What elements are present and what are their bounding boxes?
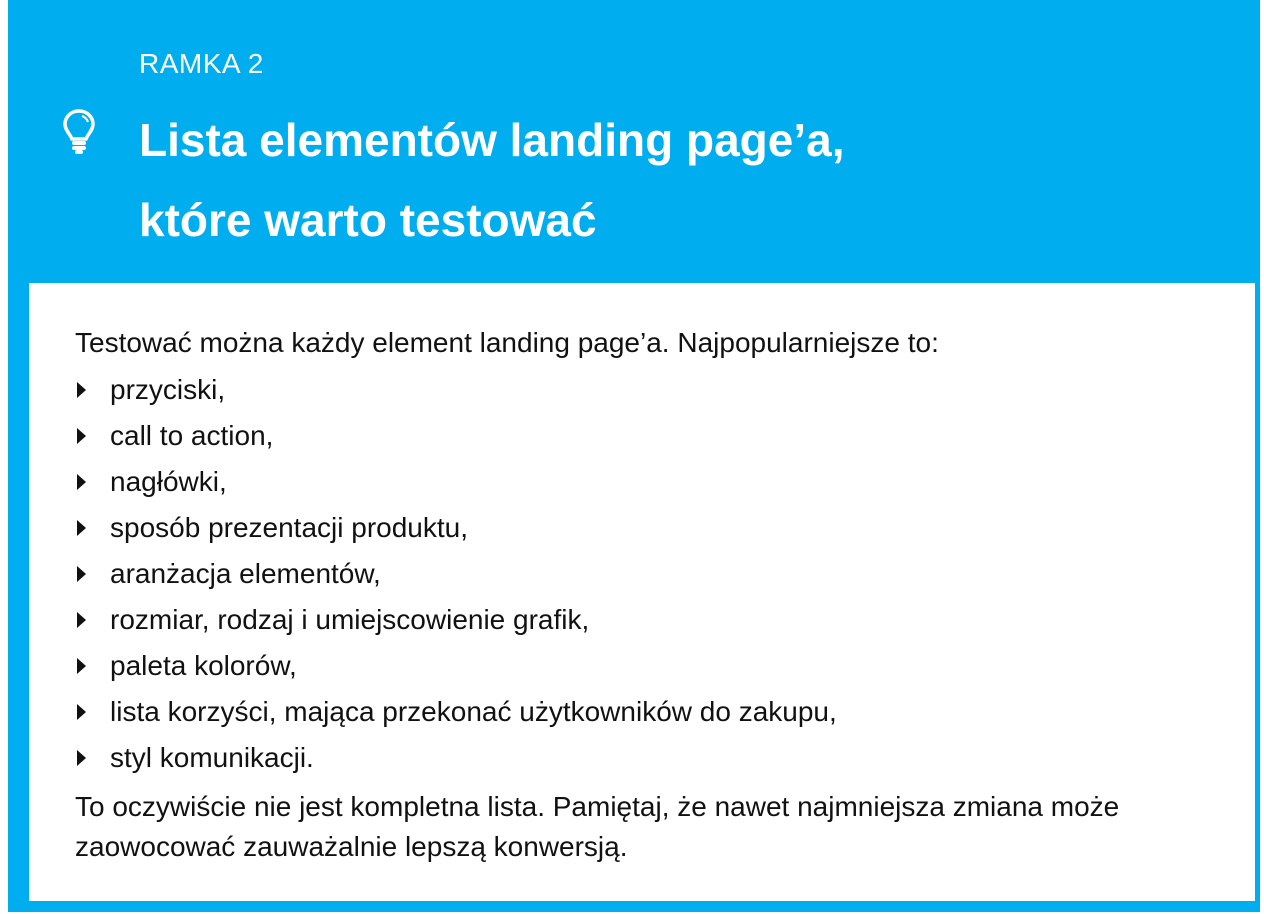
list-item <box>75 597 1225 643</box>
list-item-text: przyciski, <box>110 374 226 405</box>
list-item-text: lista korzyści, mająca przekonać użytkowników do zakupu, <box>110 696 837 727</box>
title-line-1: Lista elementów landing page’a, <box>139 114 845 166</box>
triangle-bullet-icon <box>77 566 86 582</box>
bullet-list <box>75 367 1225 781</box>
list-item-text: rozmiar, rodzaj i umiejscowienie grafik, <box>110 604 590 635</box>
closing-line-1: To oczywiście nie jest kompletna lista. Pamiętaj, że nawet najmniejsza zmiana może <box>75 791 1120 822</box>
closing-text <box>75 787 1225 867</box>
triangle-bullet-icon <box>77 750 86 766</box>
list-item-text: paleta kolorów, <box>110 650 297 681</box>
triangle-bullet-icon <box>77 474 86 490</box>
triangle-bullet-icon <box>77 520 86 536</box>
intro-text: Testować można każdy element landing page’a. Najpopularniejsze to: <box>75 327 939 358</box>
list-item <box>75 413 1225 459</box>
triangle-bullet-icon <box>77 612 86 628</box>
content-panel <box>29 283 1255 901</box>
list-item-text: aranżacja elementów, <box>110 558 381 589</box>
list-item <box>75 735 1225 781</box>
list-item-text: sposób prezentacji produktu, <box>110 512 468 543</box>
closing-line-2: zaowocować zauważalnie lepszą konwersją. <box>75 831 628 862</box>
list-item <box>75 689 1225 735</box>
triangle-bullet-icon <box>77 382 86 398</box>
list-item <box>75 551 1225 597</box>
triangle-bullet-icon <box>77 658 86 674</box>
list-item-text: call to action, <box>110 420 274 451</box>
lightbulb-icon <box>62 108 96 156</box>
list-item <box>75 643 1225 689</box>
callout-box <box>8 0 1260 912</box>
triangle-bullet-icon <box>77 428 86 444</box>
box-label: RAMKA 2 <box>139 48 264 79</box>
list-item <box>75 367 1225 413</box>
list-item <box>75 459 1225 505</box>
list-item-text: styl komunikacji. <box>110 742 314 773</box>
list-item-text: nagłówki, <box>110 466 227 497</box>
list-item <box>75 505 1225 551</box>
title-line-2: które warto testować <box>139 194 597 246</box>
triangle-bullet-icon <box>77 704 86 720</box>
page-title <box>139 100 844 260</box>
